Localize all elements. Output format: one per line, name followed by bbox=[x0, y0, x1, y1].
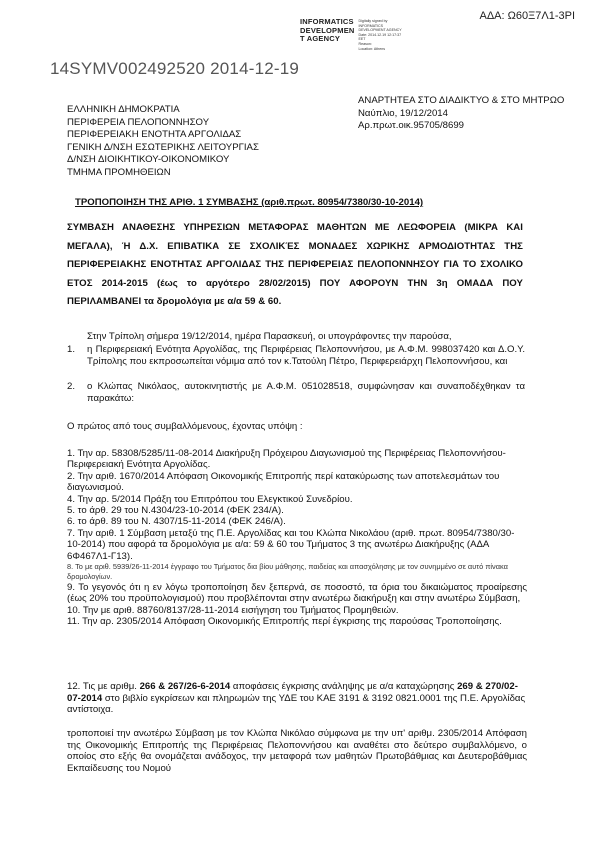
consideration-item: 10. Την με αριθ. 88760/8137/28-11-2014 εισήγηση του Τμήματος Προμηθειών. bbox=[67, 604, 399, 616]
digital-signature bbox=[300, 18, 402, 51]
authority-line: ΕΛΛΗΝΙΚΗ ΔΗΜΟΚΡΑΤΙΑ bbox=[67, 104, 180, 115]
party-item bbox=[67, 381, 525, 404]
approval-mid: αποφάσεις έγκρισης ανάληψης με α/α καταχώρησης bbox=[230, 681, 458, 692]
party-number: 1. bbox=[67, 344, 76, 355]
signature-detail-line: INFORMATICS bbox=[358, 23, 384, 28]
signature-organization bbox=[300, 18, 355, 44]
signature-org-line: T AGENCY bbox=[300, 34, 341, 43]
consideration-item: 1. Την αρ. 58308/5285/11-08-2014 Διακήρυξη Πρόχειρου Διαγωνισμού της Περιφέρειας Πελοποννήσου-Περιφερειακή Ενότητα Αργολίδας. bbox=[67, 448, 506, 471]
consideration-item: 8. Το με αριθ. 5939/26-11-2014 έγγραφο του Τμήματος δια βίου μάθησης, παιδείας και απασχόλησης με τον συνημμένο σε αυτό πίνακα δρομολογίων. bbox=[67, 562, 508, 582]
intro-text: Στην Τρίπολη σήμερα 19/12/2014, ημέρα Παρασκευή, οι υπογράφοντες την παρούσα, bbox=[87, 331, 452, 342]
considering-heading: Ο πρώτος από τους συμβαλλόμενους, έχοντας υπόψη : bbox=[67, 421, 303, 432]
authority-line: Δ/ΝΣΗ ΔΙΟΙΚΗΤΙΚΟΥ-ΟΙΚΟΝΟΜΙΚΟΥ bbox=[67, 154, 230, 165]
signature-detail-line: Digitally signed by bbox=[358, 19, 388, 23]
signature-detail-line: DEVELOPMENT AGENCY bbox=[358, 28, 402, 33]
considerations-list bbox=[67, 448, 527, 628]
contract-subject: ΣΥΜΒΑΣΗ ΑΝΑΘΕΣΗΣ ΥΠΗΡΕΣΙΩΝ ΜΕΤΑΦΟΡΑΣ ΜΑΘΗΤΩΝ ΜΕ ΛΕΩΦΟΡΕΙΑ (ΜΙΚΡΑ ΚΑΙ ΜΕΓΑΛΑ), Ή Δ.Χ. ΕΠΙΒΑΤΙΚΑ ΣΕ ΣΧΟΛΙΚΈΣ ΜΟΝΑΔΕΣ ΧΩΡΙΚΗΣ ΑΡΜΟΔΙΟΤΗΤΑΣ ΤΗΣ ΠΕΡΙΦΕΡΕΙΑΚΗΣ ΕΝΟΤΗΤΑΣ ΑΡΓΟΛΙΔΑΣ ΤΗΣ ΠΕΡΙΦΕΡΕΙΑΣ ΠΕΛΟΠΟΝΝΗΣΟΥ ΓΙΑ ΤΟ ΣΧΟΛΙΚΟ ΕΤΟΣ 2014-2015 (έως το αργότερο 28/02/2015) ΠΟΥ ΑΦΟΡΟΥΝ ΤΗΝ 3η ΟΜΑΔΑ ΠΟΥ ΠΕΡΙΛΑΜΒΑΝΕΙ τα δρομολόγια με α/α 59 & 60. bbox=[67, 222, 523, 307]
protocol-number: Αρ.πρωτ.οικ.95705/8699 bbox=[358, 120, 465, 131]
consideration-item: 5. το άρθ. 29 του Ν.4304/23-10-2014 (ΦΕΚ 234/Α). bbox=[67, 505, 284, 517]
authority-line: ΠΕΡΙΦΕΡΕΙΑΚΗ ΕΝΟΤΗΤΑ ΑΡΓΟΛΙΔΑΣ bbox=[67, 129, 242, 140]
document-title: ΤΡΟΠΟΠΟΙΗΣΗ ΤΗΣ ΑΡΙΘ. 1 ΣΥΜΒΑΣΗΣ (αριθ.πρωτ. 80954/7380/30-10-2014) bbox=[75, 197, 424, 208]
approval-decision-numbers: 266 & 267/26-6-2014 bbox=[139, 681, 231, 692]
consideration-item: 4. Την αρ. 5/2014 Πράξη του Επιτρόπου του Ελεγκτικού Συνεδρίου. bbox=[67, 493, 353, 505]
posting-notice: ΑΝΑΡΤΗΤΕΑ ΣΤΟ ΔΙΑΔΙΚΤΥΟ & ΣΤΟ ΜΗΤΡΩΟ bbox=[358, 95, 565, 106]
closing-paragraph: τροποποιεί την ανωτέρω Σύμβαση με τον Κλώπα Νικόλαο σύμφωνα με την υπ' αριθμ. 2305/2014 Απόφαση της Οικονομικής Επιτροπής της Περιφέρειας Πελοποννήσου και αναθέτει στο δεύτερο συμβαλλόμενο, ο οποίος στο εξής θα ονομάζεται ανάδοχος, την μεταφορά των μαθητών Πρωτοβάθμιας και Δευτεροβάθμιας Εκπαίδευσης του Νομού bbox=[67, 728, 527, 774]
authority-line: ΓΕΝΙΚΗ Δ/ΝΣΗ ΕΣΩΤΕΡΙΚΗΣ ΛΕΙΤΟΥΡΓΙΑΣ bbox=[67, 141, 259, 153]
ada-code: ΑΔΑ: Ω60Ξ7Λ1-3ΡΙ bbox=[479, 10, 575, 22]
signature-org-line: DEVELOPMEN bbox=[300, 25, 355, 35]
consideration-item: 7. Την αριθ. 1 Σύμβαση μεταξύ της Π.Ε. Αργολίδας και του Κλώπα Νικολάου (αριθ. πρωτ. 80954/7380/30-10-2014) που αφορά τα δρομολόγια με α/α: 59 & 60 του Τμήματος 3 της ανωτέρω Διακήρυξης (ΑΔΑ 6Φ467Λ1-Γ13). bbox=[67, 527, 515, 562]
authority-line: ΤΜΗΜΑ ΠΡΟΜΗΘΕΙΩΝ bbox=[67, 166, 171, 178]
approval-registration-numbers: 269 & 270/02-07-2014 bbox=[67, 681, 518, 704]
signature-details bbox=[359, 19, 402, 51]
approval-prefix: 12. Τις με αριθμ. bbox=[67, 681, 140, 692]
signature-detail-line: EET bbox=[358, 37, 366, 42]
signature-detail-line: Location: Athens bbox=[358, 46, 386, 51]
party-item bbox=[67, 344, 525, 367]
consideration-item: 9. Το γεγονός ότι η εν λόγω τροποποίηση δεν ξεπερνά, σε ποσοστό, τα όρια του δικαιώματος προαίρεσης (έως 20% του προϋπολογισμού) που προβλέπονται στην ανωτέρω διακήρυξη και στην ανωτέρω Σύμβαση, bbox=[67, 582, 527, 605]
authority-line: ΠΕΡΙΦΕΡΕΙΑ ΠΕΛΟΠΟΝΝΗΣΟΥ bbox=[67, 116, 210, 128]
party-text: ο Κλώπας Νικόλαος, αυτοκινητιστής με Α.Φ.Μ. 051028518, συμφώνησαν και συναποδέχθηκαν τα παρακάτω: bbox=[87, 381, 525, 404]
issuing-authority bbox=[67, 104, 259, 179]
signature-org-line: INFORMATICS bbox=[300, 17, 354, 26]
approval-suffix: στο βιβλίο εγκρίσεων και πληρωμών της ΥΔΕ του ΚΑΕ 3191 & 3192 0821.0001 της Π.Ε. Αργολίδας αντίστοιχα. bbox=[67, 692, 526, 715]
consideration-item: 11. Την αρ. 2305/2014 Απόφαση Οικονομικής Επιτροπής περί έγκρισης της παρούσας Τροποποίησης. bbox=[67, 616, 502, 628]
consideration-item: 2. Την αριθ. 1670/2014 Απόφαση Οικονομικής Επιτροπής περί κατακύρωσης των αποτελεσμάτων του διαγωνισμού. bbox=[67, 470, 500, 494]
party-number: 2. bbox=[67, 381, 76, 392]
place-date: Ναύπλιο, 19/12/2014 bbox=[358, 107, 448, 119]
document-stamp: 14SYMV002492520 2014-12-19 bbox=[50, 59, 300, 78]
signature-detail-line: Reason: bbox=[358, 41, 372, 46]
consideration-item: 6. το άρθ. 89 του Ν. 4307/15-11-2014 (ΦΕΚ 246/Α). bbox=[67, 516, 286, 528]
posting-info bbox=[358, 95, 564, 133]
signature-detail-line: Date: 2014.12.19 12:17:37 bbox=[358, 32, 402, 37]
approval-paragraph bbox=[67, 681, 527, 716]
party-text: η Περιφερειακή Ενότητα Αργολίδας, της Περιφέρειας Πελοποννήσου, με Α.Φ.Μ. 998037420 και Δ.Ο.Υ. Τρίπολης που εκπροσωπείται νόμιμα από τον κ.Τατούλη Πέτρο, Περιφερειάρχη Πελοποννήσου, και bbox=[87, 344, 525, 367]
